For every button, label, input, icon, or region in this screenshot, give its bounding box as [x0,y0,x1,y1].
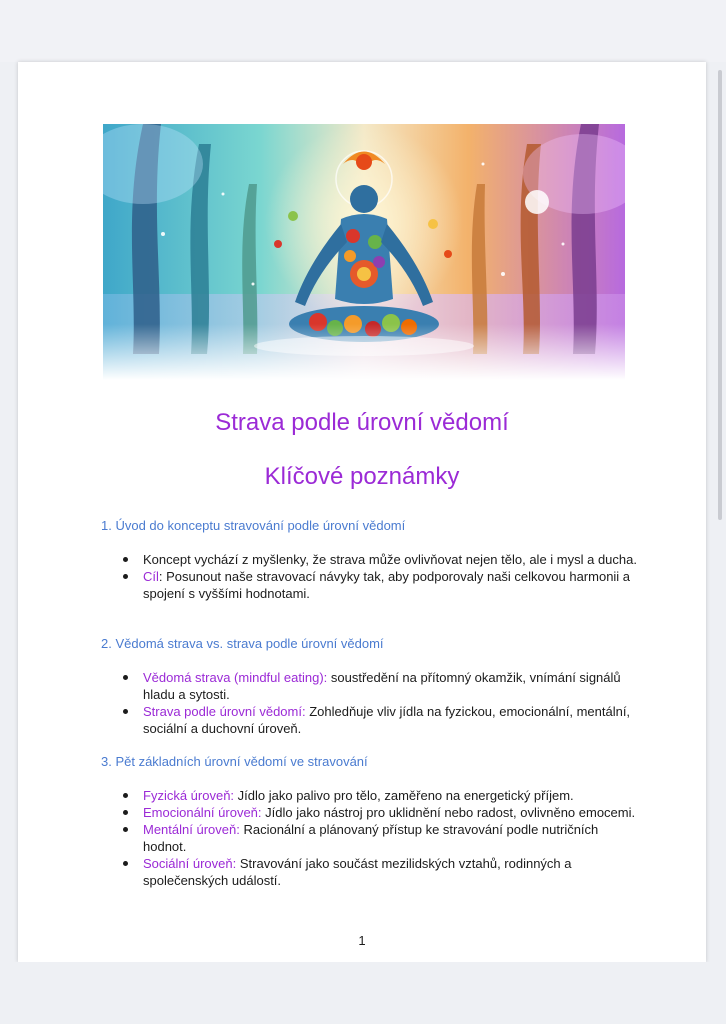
list-item [101,568,641,602]
scrollbar[interactable] [718,70,722,520]
list-item [101,551,641,568]
section-heading-3: 3. Pět základních úrovní vědomí ve stravování [101,754,368,769]
section-3-list [101,787,641,889]
page-number: 1 [358,933,366,948]
section-1-list [101,551,641,602]
list-item-text: Jídlo jako palivo pro tělo, zaměřeno na energetický příjem. [234,788,574,803]
list-item [101,804,641,821]
viewer-top-bar [0,0,726,62]
list-item-term: Strava podle úrovní vědomí: [143,704,306,719]
list-item-text: soustředění na přítomný okamžik, vnímání signálů hladu a sytosti. [143,670,621,702]
section-heading-1: 1. Úvod do konceptu stravování podle úrovní vědomí [101,518,406,533]
list-item [101,821,641,855]
list-item-term: Emocionální úroveň: [143,805,262,820]
list-item-term: Mentální úroveň: [143,822,240,837]
list-item-term: Sociální úroveň: [143,856,237,871]
list-item-text: Jídlo jako nástroj pro uklidnění nebo radost, ovlivněno emocemi. [261,805,636,820]
list-item-term: Vědomá strava (mindful eating): [143,670,328,685]
viewer-bottom-bar [0,962,726,1024]
list-item-text: Stravování jako součást mezilidských vztahů, rodinných a společenských událostí. [143,856,572,888]
list-item-text: : Posunout naše stravovací návyky tak, aby podporovaly naši celkovou harmonii a spojení s vyššími hodnotami. [143,569,631,601]
document-page [18,62,706,962]
list-item [101,787,641,804]
section-2-list [101,669,641,737]
list-item [101,855,641,889]
list-item-text: Zohledňuje vliv jídla na fyzickou, emocionální, mentální, sociální a duchovní úroveň. [143,704,631,736]
document-title: Strava podle úrovní vědomí [215,409,509,436]
hero-image [103,124,625,380]
list-item-term: Cíl [143,569,159,584]
list-item [101,703,641,737]
list-item-text: Koncept vychází z myšlenky, že strava může ovlivňovat nejen tělo, ale i mysl a ducha. [143,552,637,567]
meditation-illustration-icon [103,124,625,380]
list-item [101,669,641,703]
section-heading-2: 2. Vědomá strava vs. strava podle úrovní vědomí [101,636,384,651]
list-item-text: Racionální a plánovaný přístup ke stravování podle nutričních hodnot. [143,822,599,854]
list-item-term: Fyzická úroveň: [143,788,235,803]
document-subtitle: Klíčové poznámky [264,463,460,490]
